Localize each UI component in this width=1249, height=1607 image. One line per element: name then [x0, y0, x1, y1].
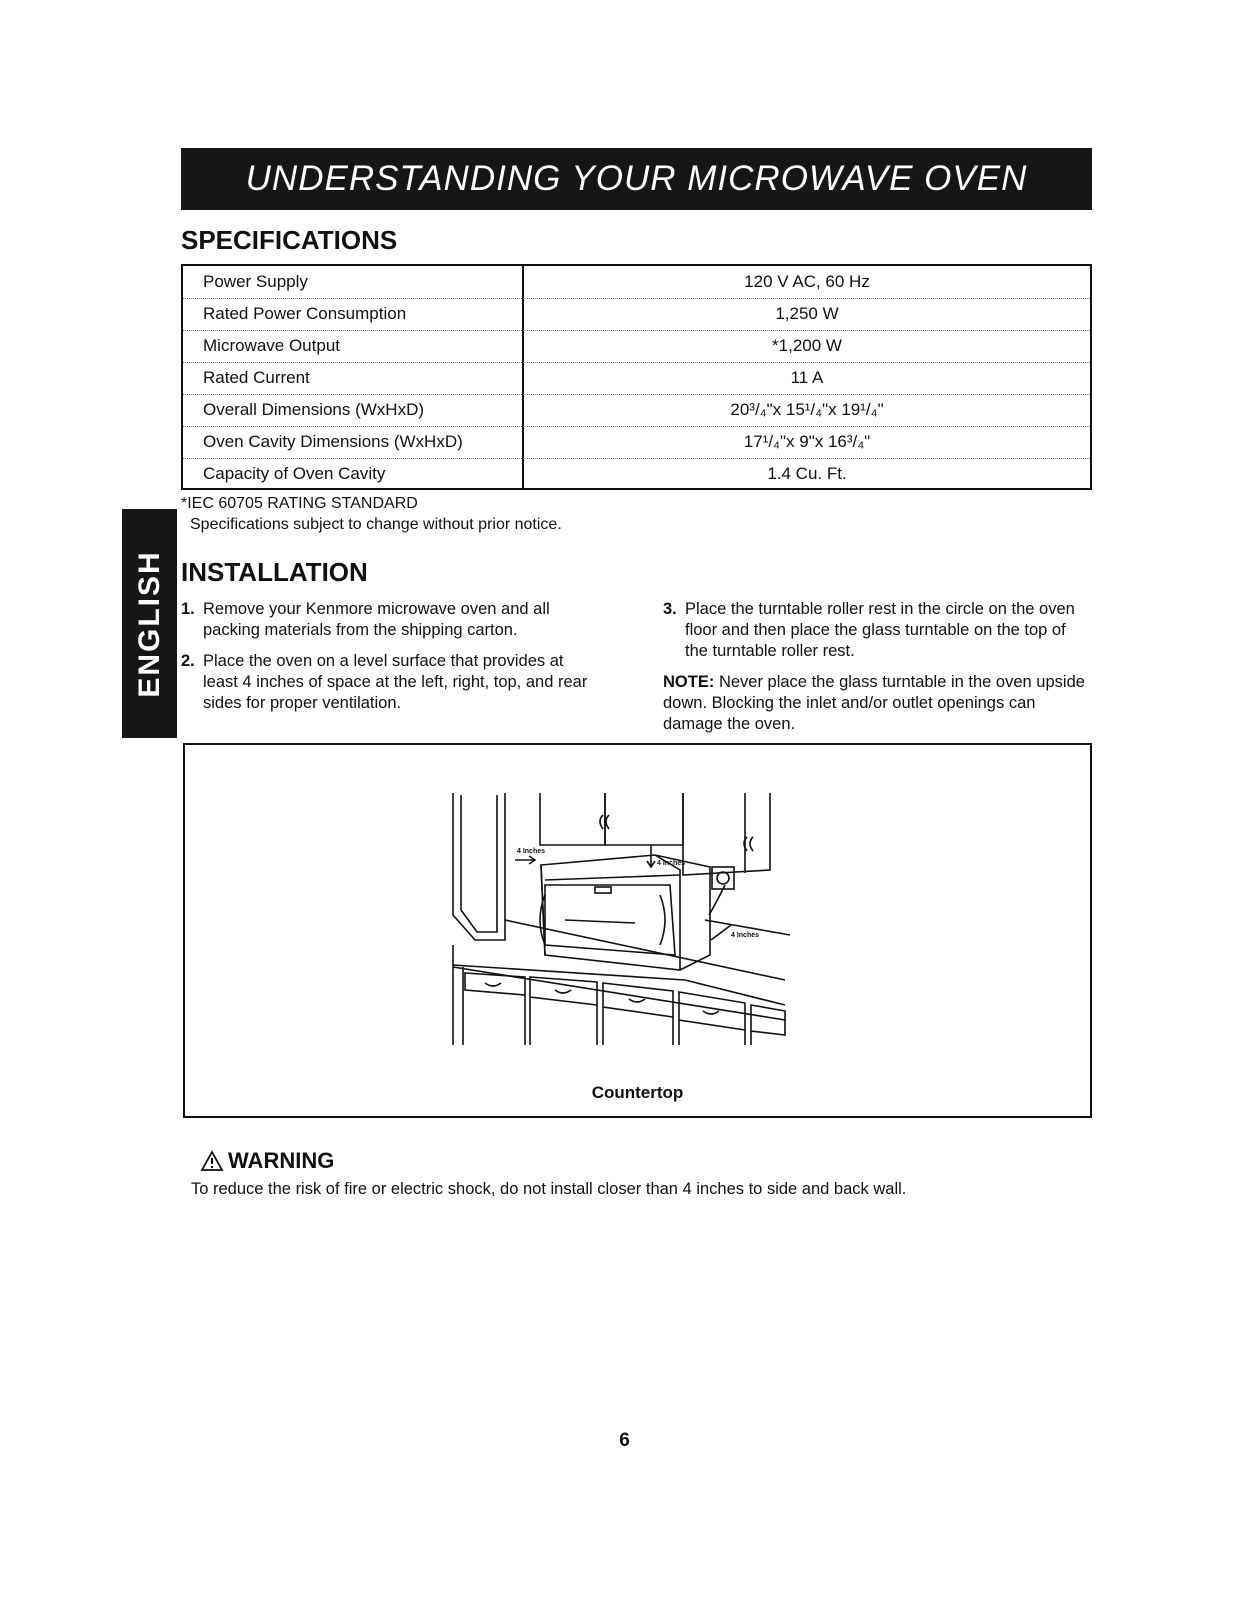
page-number: 6 [619, 1430, 630, 1451]
step-number: 3. [663, 600, 677, 618]
figure-callout: 4 Inches [657, 860, 686, 867]
banner-title: UNDERSTANDING YOUR MICROWAVE OVEN [245, 159, 1028, 198]
installation-figure [183, 743, 1092, 1118]
list-item [181, 599, 601, 641]
page-banner [181, 148, 1092, 210]
countertop-illustration [185, 745, 1090, 1116]
specifications-heading: SPECIFICATIONS [181, 225, 398, 255]
table-row [183, 266, 1090, 299]
spec-label: Microwave Output [203, 336, 340, 355]
step-number: 1. [181, 600, 195, 618]
warning-text: To reduce the risk of fire or electric shock, do not install closer than 4 inches to side and back wall. [191, 1180, 907, 1198]
table-row [183, 330, 1090, 363]
spec-value: 1,250 W [775, 304, 839, 323]
language-tab-label: ENGLISH [132, 549, 166, 698]
table-row [183, 426, 1090, 459]
spec-value: *1,200 W [772, 336, 842, 355]
spec-value: 11 A [790, 368, 824, 387]
list-item [663, 599, 1093, 662]
note-label: NOTE: [663, 673, 715, 691]
note-text: Never place the glass turntable in the oven upside down. Blocking the inlet and/or outlet openings can damage the oven. [663, 673, 1085, 733]
step-number: 2. [181, 652, 195, 670]
specifications-table [181, 264, 1092, 490]
warning-triangle-icon [200, 1150, 224, 1172]
warning-title: WARNING [228, 1148, 335, 1173]
table-row [183, 458, 1090, 490]
figure-callout: 4 Inches [731, 932, 760, 939]
spec-label: Rated Power Consumption [203, 304, 407, 323]
spec-value: 20³/₄"x 15¹/₄"x 19¹/₄" [730, 400, 884, 419]
table-row [183, 362, 1090, 395]
installation-steps-right [663, 599, 1093, 735]
spec-label: Rated Current [203, 368, 310, 387]
table-row [183, 394, 1090, 427]
installation-steps-left [181, 599, 601, 724]
figure-callout: 4 Inches [517, 848, 546, 855]
warning-heading [200, 1148, 334, 1174]
language-tab [122, 509, 177, 738]
spec-value: 1.4 Cu. Ft. [767, 464, 847, 483]
table-row [183, 298, 1090, 331]
spec-label: Power Supply [203, 272, 308, 291]
change-notice: Specifications subject to change without prior notice. [190, 516, 562, 533]
figure-caption: Countertop [591, 1083, 684, 1102]
step-text: Place the turntable roller rest in the circle on the oven floor and then place the glass turntable on the top of the turntable roller rest. [685, 600, 1075, 660]
spec-label: Oven Cavity Dimensions (WxHxD) [203, 432, 463, 451]
installation-note [663, 672, 1093, 735]
spec-label: Capacity of Oven Cavity [203, 464, 386, 483]
step-text: Remove your Kenmore microwave oven and all packing materials from the shipping carton. [203, 600, 550, 639]
spec-value: 120 V AC, 60 Hz [744, 272, 870, 291]
step-text: Place the oven on a level surface that provides at least 4 inches of space at the left, right, top, and rear sides for proper ventilation. [203, 652, 588, 712]
rating-footnote: *IEC 60705 RATING STANDARD [181, 495, 418, 512]
spec-value: 17¹/₄"x 9"x 16³/₄" [743, 432, 871, 451]
installation-heading: INSTALLATION [181, 557, 368, 587]
spec-label: Overall Dimensions (WxHxD) [203, 400, 425, 419]
list-item [181, 651, 601, 714]
